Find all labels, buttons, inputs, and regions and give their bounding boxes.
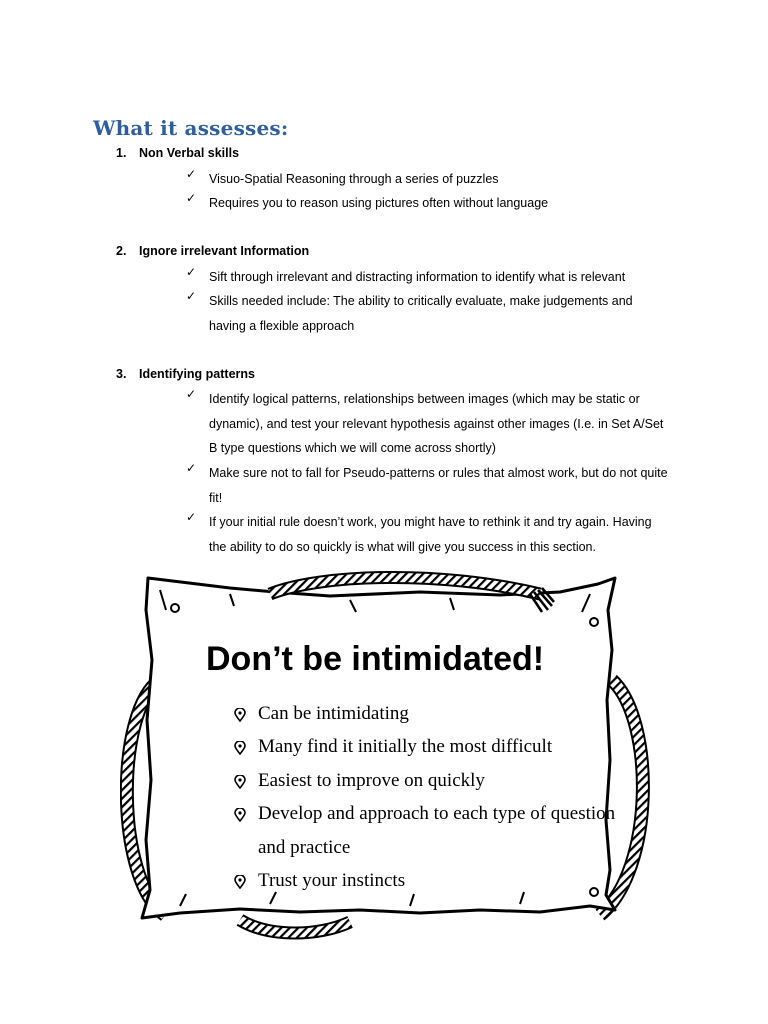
list-item-text: Requires you to reason using pictures often without language <box>209 196 549 210</box>
check-mark-icon: ✓ <box>186 167 197 181</box>
list-item-text: Identify logical patterns, relationships between images (which may be static or dynamic), and test your relevant hypothesis against other images (I.e. in Set A/Set B type questions which we will come across shortly) <box>209 392 664 456</box>
check-mark-icon: ✓ <box>186 191 197 205</box>
section-number: 3. <box>116 367 127 381</box>
sign-title: Don’t be intimidated! <box>206 640 545 678</box>
section-title <box>116 367 255 381</box>
list-item-text: If your initial rule doesn’t work, you might have to rethink it and try again. Having the ability to do so quickly is what will give you success in this section. <box>209 515 652 554</box>
section-title-text: Non Verbal skills <box>139 146 240 160</box>
list-item-text: Can be intimidating <box>258 703 409 724</box>
page-heading: What it assesses: <box>93 116 289 140</box>
list-item-text: Skills needed include: The ability to critically evaluate, make judgements and having a flexible approach <box>209 294 633 333</box>
list-item-text: Many find it initially the most difficult <box>258 736 553 757</box>
check-mark-icon: ✓ <box>186 387 197 401</box>
list-item-text: Trust your instincts <box>258 870 406 891</box>
map-pin-icon <box>234 875 246 889</box>
list-item-text: Visuo-Spatial Reasoning through a series of puzzles <box>209 172 499 186</box>
map-pin-icon <box>234 775 246 789</box>
check-mark-icon: ✓ <box>186 265 197 279</box>
section-title-text: Ignore irrelevant Information <box>139 244 310 258</box>
list-item-text: Make sure not to fall for Pseudo-patterns or rules that almost work, but do not quite fit! <box>209 466 668 505</box>
list-item-text: Develop and approach to each type of question and practice <box>258 803 616 858</box>
section-title-text: Identifying patterns <box>139 367 255 381</box>
map-pin-icon <box>234 708 246 722</box>
check-mark-icon: ✓ <box>186 289 197 303</box>
check-mark-icon: ✓ <box>186 461 197 475</box>
check-mark-icon: ✓ <box>186 510 197 524</box>
map-pin-icon <box>234 741 246 755</box>
list-item-text: Easiest to improve on quickly <box>258 770 485 791</box>
map-pin-icon <box>234 808 246 822</box>
list-item-text: Sift through irrelevant and distracting information to identify what is relevant <box>209 270 626 284</box>
section-number: 2. <box>116 244 127 258</box>
section-number: 1. <box>116 146 127 160</box>
section-title <box>116 146 239 160</box>
section-title <box>116 244 309 258</box>
